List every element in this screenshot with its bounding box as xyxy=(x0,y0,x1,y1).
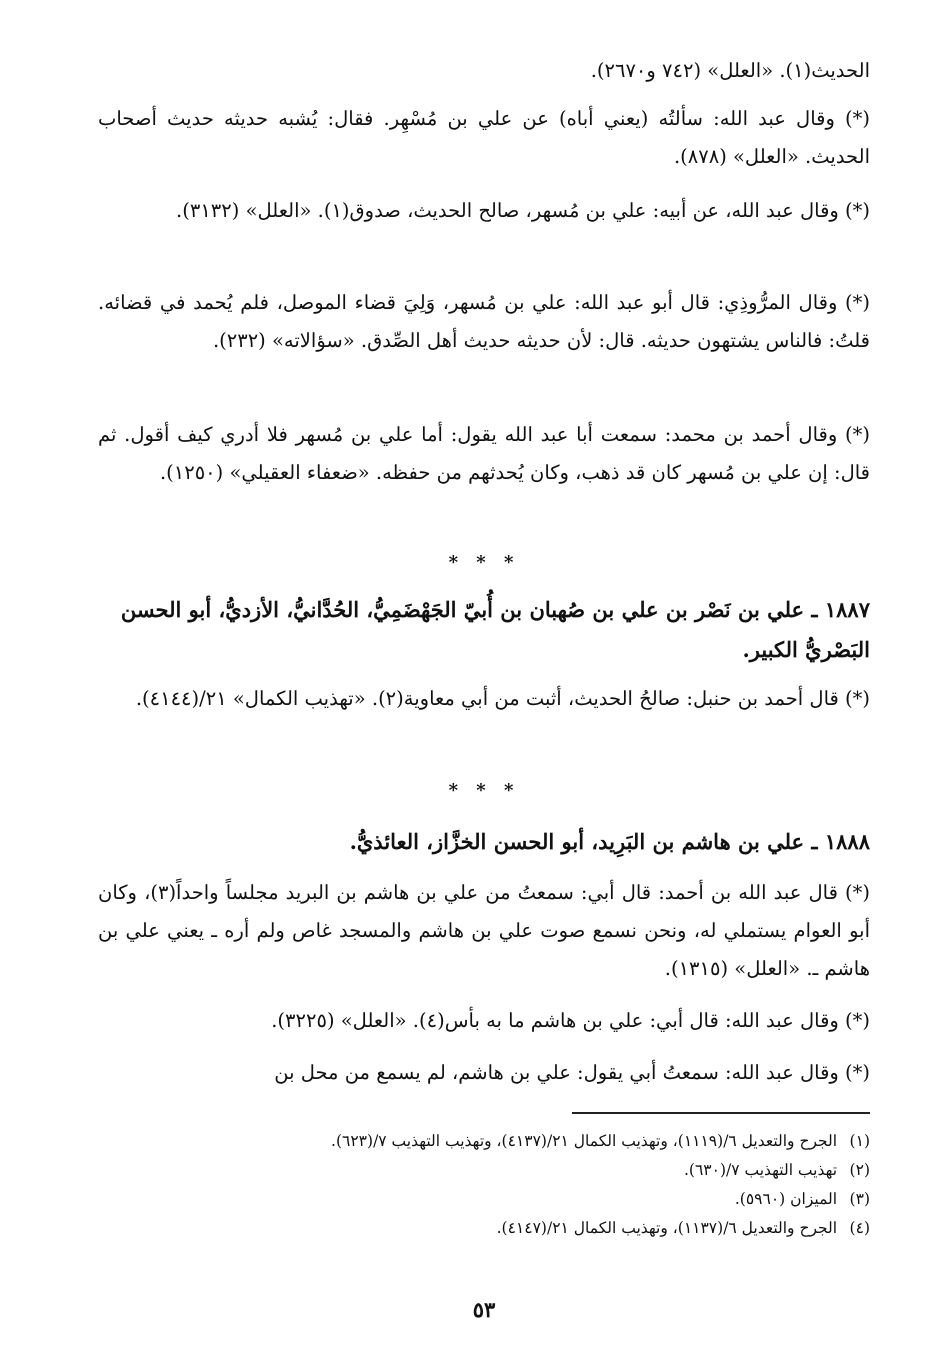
paragraph-uqayli: (*) وقال أحمد بن محمد: سمعت أبا عبد الله يقول: أما علي بن مُسهر فلا أدري كيف أقول. ثم قال: إن علي بن مُسهر كان قد ذهب، وكان يُحدثهم من حفظه. «ضعفاء العقيلي» (١٢٥٠). xyxy=(98,423,870,484)
entry-title-1887: ١٨٨٧ ـ علي بن نَصْر بن علي بن صُهبان بن أُبيّ الجَهْضَمِيُّ، الحُدَّانيُّ، الأزديُّ، أبو الحسن البَصْريُّ الكبير. xyxy=(120,597,870,662)
footnote-text: الجرح والتعديل ٦/(١١٣٧)، وتهذيب الكمال ٢١/(٤١٤٧). xyxy=(496,1219,838,1237)
section-separator: * * * xyxy=(448,780,520,801)
paragraph-ibn-hanbal: (*) قال أحمد بن حنبل: صالحُ الحديث، أثبت من أبي معاوية(٢). «تهذيب الكمال» ٢١/(٤١٤٤). xyxy=(135,687,870,710)
footnote-number: (٣) xyxy=(849,1190,870,1208)
footnote-number: (٢) xyxy=(849,1161,870,1179)
footnote-divider xyxy=(572,1112,870,1114)
paragraph-truncated: (*) وقال عبد الله: سمعتُ أبي يقول: علي بن هاشم، لم يسمع من محل بن xyxy=(274,1061,870,1084)
book-page xyxy=(98,52,870,1342)
footnote-number: (٤) xyxy=(849,1219,870,1237)
entry-title-1888: ١٨٨٨ ـ علي بن هاشم بن البَرِيد، أبو الحسن الخزَّاز، العائذيُّ. xyxy=(349,829,870,854)
page-number: ٥٣ xyxy=(472,1297,496,1322)
footnote-text: الجرح والتعديل ٦/(١١١٩)، وتهذيب الكمال ٢١/(٤١٣٧)، وتهذيب التهذيب ٧/(٦٢٣). xyxy=(331,1132,838,1150)
footnote-3 xyxy=(98,1185,870,1214)
footnote-1 xyxy=(98,1127,870,1156)
footnote-number: (١) xyxy=(849,1132,870,1150)
paragraph-marrudhi: (*) وقال المرُّوذِي: قال أبو عبد الله: علي بن مُسهر، وَلِيَ قضاء الموصل، فلم يُحمد في قضائه. قلتُ: فالناس يشتهون حديثه. قال: لأن حديثه حديث أهل الصِّدق. «سؤالاته» (٢٣٢). xyxy=(98,291,870,352)
paragraph-ilal-1315: (*) قال عبد الله بن أحمد: قال أبي: سمعتُ من علي بن هاشم بن البريد مجلساً واحداً(٣)، وكان أبو العوام يستملي له، ونحن نسمع صوت علي بن هاشم والمسجد غاص ولم أره ـ يعني علي بن هاشم ـ. «العلل» (١٣١٥). xyxy=(98,881,870,980)
footnote-text: الميزان (٥٩٦٠). xyxy=(734,1190,838,1208)
footnote-2 xyxy=(98,1156,870,1185)
paragraph-ilal-878: (*) وقال عبد الله: سألتُه (يعني أباه) عن علي بن مُسْهِر. فقال: يُشبه حديثه حديث أصحاب الحديث. «العلل» (٨٧٨). xyxy=(98,107,870,168)
paragraph-ilal-3225: (*) وقال عبد الله: قال أبي: علي بن هاشم ما به بأس(٤). «العلل» (٣٢٢٥). xyxy=(271,1009,870,1032)
section-separator: * * * xyxy=(448,552,520,573)
paragraph-ilal-3132: (*) وقال عبد الله، عن أبيه: علي بن مُسهر، صالح الحديث، صدوق(١). «العلل» (٣١٣٢). xyxy=(176,199,870,222)
footnotes xyxy=(98,1127,870,1243)
footnote-4 xyxy=(98,1214,870,1243)
paragraph-continuation: الحديث(١). «العلل» (٧٤٢ و٢٦٧٠). xyxy=(590,59,870,82)
footnote-text: تهذيب التهذيب ٧/(٦٣٠). xyxy=(683,1161,838,1179)
